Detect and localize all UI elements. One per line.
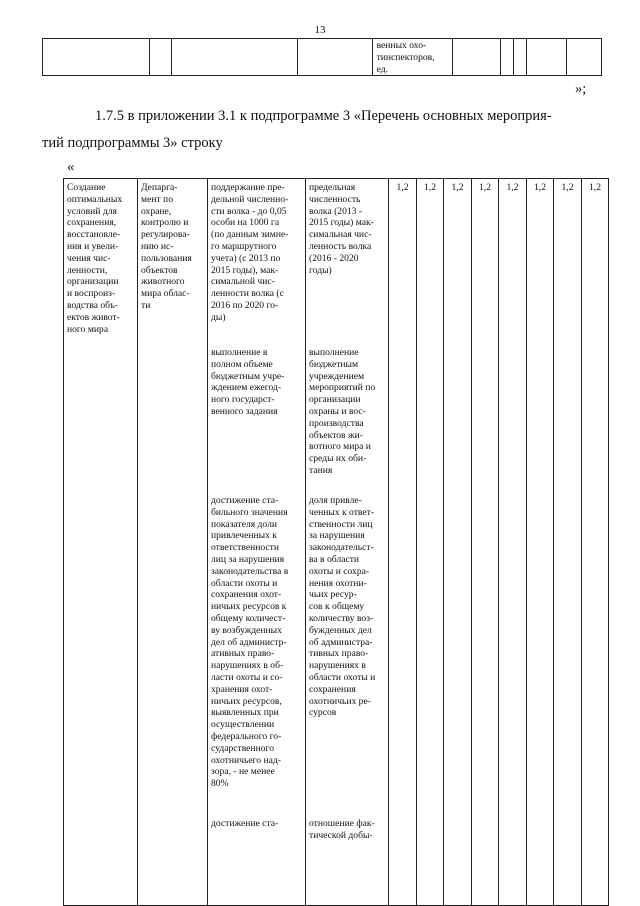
value-text: 1,2	[561, 182, 574, 193]
paragraph-line-1: 1.7.5 в приложении 3.1 к подпрограмме 3 «Перечень основных мероприя-	[95, 108, 552, 124]
top-table-cell	[513, 39, 526, 76]
top-table-cell	[501, 39, 514, 76]
indicator-text-4: отношение фак- тической добы-	[309, 818, 375, 841]
value-text: 1,2	[534, 182, 546, 193]
result-text-2: выполнение в полном объеме бюджетным учре- ждением ежегод- ного государст- венного задания	[211, 347, 285, 417]
value-cell	[554, 179, 582, 906]
value-text: 1,2	[506, 182, 519, 193]
executor-cell	[138, 179, 208, 906]
opening-quote: «	[67, 159, 75, 175]
value-cell	[582, 179, 609, 906]
value-cell	[472, 179, 499, 906]
value-text: 1,2	[424, 182, 436, 193]
executor-text: Депарга- мент по охране, контролю и регулирова- нию ис- пользования объектов животного мира облас- ти	[141, 182, 192, 311]
value-text: 1,2	[396, 182, 409, 193]
value-cell	[499, 179, 527, 906]
indicator-text-1: предельная численность волка (2013 - 2015 годы) мак- симальная чис- ленность волка (2016 - 2020 годы)	[309, 182, 374, 276]
activity-cell	[64, 179, 138, 906]
top-table-cell	[566, 39, 601, 76]
top-table-text: венных охо- тинспекторов, ед.	[376, 40, 435, 75]
indicator-text-2: выполнение бюджетным учреждением мероприятий по организации охраны и вос- производства объектов жи- вотного мира и среды их оби- тания	[309, 347, 376, 476]
value-cell	[527, 179, 554, 906]
result-column	[208, 179, 306, 906]
page-number: 13	[314, 24, 326, 36]
top-table-fragment	[42, 38, 602, 76]
top-table-cell	[298, 39, 372, 76]
activity-text: Создание оптимальных условий для сохранения, восстановле- ния и увели- чения чис- ленности, организации и воспроиз- водства объ- ектов живот- ного мира	[67, 182, 123, 335]
top-table-cell	[172, 39, 298, 76]
top-table-cell	[372, 39, 453, 76]
value-text: 1,2	[589, 182, 601, 193]
top-table-cell	[453, 39, 501, 76]
value-cell	[417, 179, 444, 906]
paragraph-line-2: тий подпрограммы 3» строку	[42, 135, 223, 151]
top-table-cell	[149, 39, 172, 76]
value-text: 1,2	[479, 182, 491, 193]
value-cell	[444, 179, 472, 906]
activities-table	[63, 178, 609, 906]
value-text: 1,2	[451, 182, 464, 193]
top-table-cell	[43, 39, 150, 76]
result-text-3: достижение ста- бильного значения показателя доли привлеченных к ответственности лиц за нарушения законодательства в области охоты и сохранения охот- ничьих ресурсов к общему количест- ву возбужденных дел об администр- ативных право- нарушениях в об- ласти охоты и со- хранения охот- ничьих ресурсов, выявленных при осуществлении федерального го- сударственного охотничьего над- зора, - не менее 80%	[211, 495, 289, 790]
table-row	[64, 179, 609, 906]
result-text-1: поддержание пре- дельной численно- сти волка - до 0,05 особи на 1000 га (по данным зимне- го маршрутного учета) (с 2013 по 2015 годы), мак- симальной чис- ленности волка (с 2016 по 2020 го- ды)	[211, 182, 289, 323]
result-text-4: достижение ста-	[211, 818, 279, 829]
indicator-column	[306, 179, 389, 906]
value-cell	[389, 179, 417, 906]
indicator-text-3: доля привле- ченных к ответ- ственности лиц за нарушения законодательст- ва в области охоты и сохра- нения охотни- чьих ресур- сов к общему количеству воз- бужденных дел об администра- тивных право- нарушениях в области охоты и сохранения охотничьих ре- сурсов	[309, 495, 376, 719]
closing-quote: »;	[575, 81, 587, 97]
top-table-cell	[526, 39, 566, 76]
